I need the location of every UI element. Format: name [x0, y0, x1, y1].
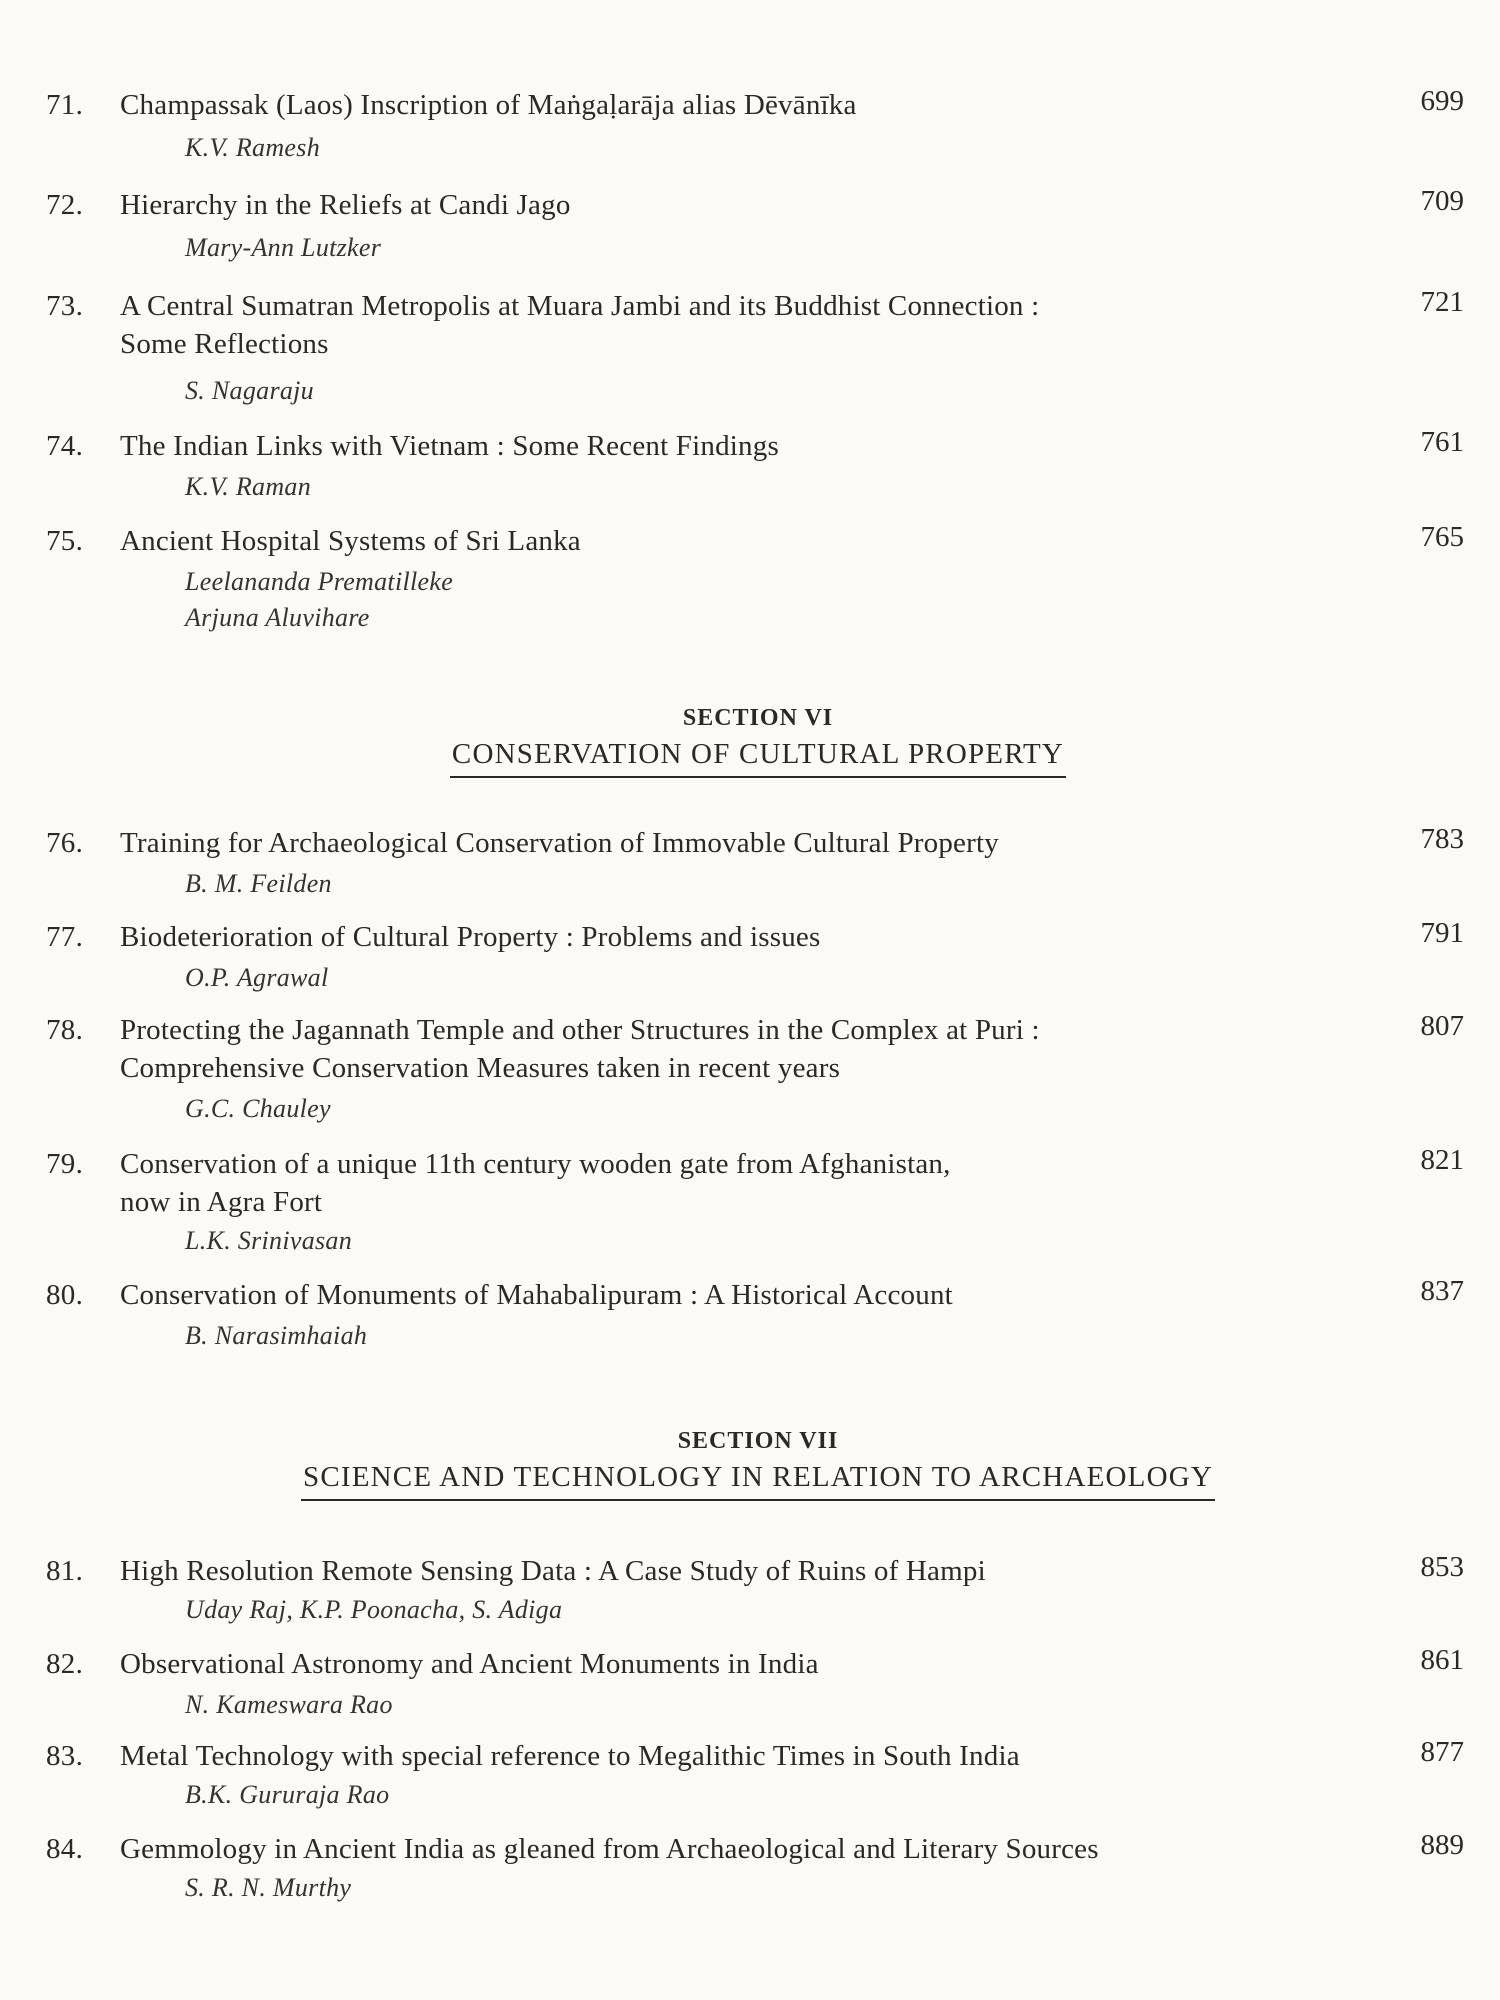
entry-title — [120, 287, 1300, 363]
entry-author: B.K. Gururaja Rao — [185, 1780, 390, 1809]
entry-number: 80. — [46, 1279, 84, 1311]
entry-authors — [185, 1223, 352, 1259]
section-heading: SCIENCE AND TECHNOLOGY IN RELATION TO ARCHAEOLOGY — [301, 1457, 1215, 1501]
entry-page-number: 699 — [1420, 85, 1464, 117]
entry-title — [120, 824, 1300, 862]
entry-number: 77. — [46, 921, 84, 953]
entry-author: S. R. N. Murthy — [185, 1873, 352, 1902]
entry-title-line: The Indian Links with Vietnam : Some Recent Findings — [120, 430, 779, 462]
entry-title-line: Protecting the Jagannath Temple and other Structures in the Complex at Puri : — [120, 1014, 1040, 1046]
entry-page-number: 761 — [1420, 426, 1464, 458]
entry-number: 79. — [46, 1148, 84, 1180]
section-label: SECTION VII — [677, 1428, 839, 1454]
entry-author: S. Nagaraju — [185, 376, 314, 405]
entry-authors — [185, 230, 381, 266]
entry-page-number: 853 — [1420, 1551, 1464, 1583]
entry-page-number: 877 — [1420, 1736, 1464, 1768]
entry-page-number: 791 — [1420, 917, 1464, 949]
entry-page-number: 807 — [1420, 1010, 1464, 1042]
entry-number: 72. — [46, 189, 84, 221]
entry-title-line: A Central Sumatran Metropolis at Muara Jambi and its Buddhist Connection : — [120, 290, 1040, 322]
section-label: SECTION VI — [682, 705, 834, 731]
entry-page-number: 837 — [1420, 1275, 1464, 1307]
entry-number: 82. — [46, 1648, 84, 1680]
entry-title-line: Champassak (Laos) Inscription of Maṅgaḷarāja alias Dēvānīka — [120, 89, 857, 121]
entry-number: 73. — [46, 290, 84, 322]
entry-author: N. Kameswara Rao — [185, 1690, 393, 1719]
entry-number: 75. — [46, 525, 84, 557]
entry-page-number: 765 — [1420, 521, 1464, 553]
entry-authors — [185, 960, 329, 996]
entry-title — [120, 1830, 1300, 1868]
entry-title — [120, 1276, 1300, 1314]
entry-author: Leelananda Prematilleke — [185, 567, 454, 596]
entry-number: 74. — [46, 430, 84, 462]
entry-authors — [185, 866, 332, 902]
entry-title-line: Conservation of a unique 11th century wooden gate from Afghanistan, — [120, 1148, 951, 1180]
entry-authors — [185, 1777, 389, 1813]
entry-title-line: Training for Archaeological Conservation of Immovable Cultural Property — [120, 827, 999, 859]
entry-author: B. M. Feilden — [185, 869, 332, 898]
entry-authors — [185, 130, 320, 166]
entry-title — [120, 1737, 1300, 1775]
section-heading: CONSERVATION OF CULTURAL PROPERTY — [450, 734, 1066, 778]
entry-title-line: now in Agra Fort — [120, 1186, 323, 1218]
entry-author: Mary-Ann Lutzker — [185, 233, 382, 262]
entry-title — [120, 1145, 1300, 1221]
entry-title — [120, 918, 1300, 956]
entry-authors — [185, 469, 311, 505]
entry-title-line: Biodeterioration of Cultural Property : Problems and issues — [120, 921, 821, 953]
entry-author: B. Narasimhaiah — [185, 1321, 368, 1350]
entry-authors — [185, 1318, 367, 1354]
entry-page-number: 783 — [1420, 823, 1464, 855]
entry-title — [120, 86, 1300, 124]
entry-number: 76. — [46, 827, 84, 859]
entry-authors — [185, 373, 314, 409]
entry-title — [120, 186, 1300, 224]
entry-authors — [185, 1870, 351, 1906]
section-header-vi — [0, 702, 1500, 778]
entry-title — [120, 1552, 1300, 1590]
entry-number: 71. — [46, 89, 84, 121]
entry-title — [120, 1645, 1300, 1683]
entry-title — [120, 427, 1300, 465]
entry-title-line: High Resolution Remote Sensing Data : A Case Study of Ruins of Hampi — [120, 1555, 986, 1587]
entry-title — [120, 522, 1300, 560]
entry-author: K.V. Ramesh — [185, 133, 320, 162]
entry-title-line: Gemmology in Ancient India as gleaned from Archaeological and Literary Sources — [120, 1833, 1099, 1865]
entry-page-number: 821 — [1420, 1144, 1464, 1176]
entry-author: Uday Raj, K.P. Poonacha, S. Adiga — [185, 1595, 563, 1624]
entry-title-line: Ancient Hospital Systems of Sri Lanka — [120, 525, 581, 557]
entry-title-line: Comprehensive Conservation Measures taken in recent years — [120, 1052, 841, 1084]
entry-page-number: 889 — [1420, 1829, 1464, 1861]
entry-authors — [185, 1687, 393, 1723]
entry-title-line: Hierarchy in the Reliefs at Candi Jago — [120, 189, 571, 221]
section-header-vii — [0, 1425, 1500, 1501]
entry-author: L.K. Srinivasan — [185, 1226, 353, 1255]
entry-number: 78. — [46, 1014, 84, 1046]
entry-title-line: Metal Technology with special reference to Megalithic Times in South India — [120, 1740, 1020, 1772]
entry-authors — [185, 1091, 331, 1127]
entry-authors — [185, 1592, 562, 1628]
entry-page-number: 861 — [1420, 1644, 1464, 1676]
entry-number: 84. — [46, 1833, 84, 1865]
entry-title — [120, 1011, 1300, 1087]
entry-authors — [185, 564, 453, 636]
entry-author: O.P. Agrawal — [185, 963, 329, 992]
entry-author: K.V. Raman — [185, 472, 312, 501]
entry-page-number: 721 — [1420, 286, 1464, 318]
entry-title-line: Conservation of Monuments of Mahabalipuram : A Historical Account — [120, 1279, 953, 1311]
entry-author: Arjuna Aluvihare — [185, 603, 370, 632]
entry-number: 81. — [46, 1555, 84, 1587]
entry-title-line: Some Reflections — [120, 328, 329, 360]
entry-page-number: 709 — [1420, 185, 1464, 217]
entry-number: 83. — [46, 1740, 84, 1772]
entry-title-line: Observational Astronomy and Ancient Monuments in India — [120, 1648, 819, 1680]
entry-author: G.C. Chauley — [185, 1094, 331, 1123]
